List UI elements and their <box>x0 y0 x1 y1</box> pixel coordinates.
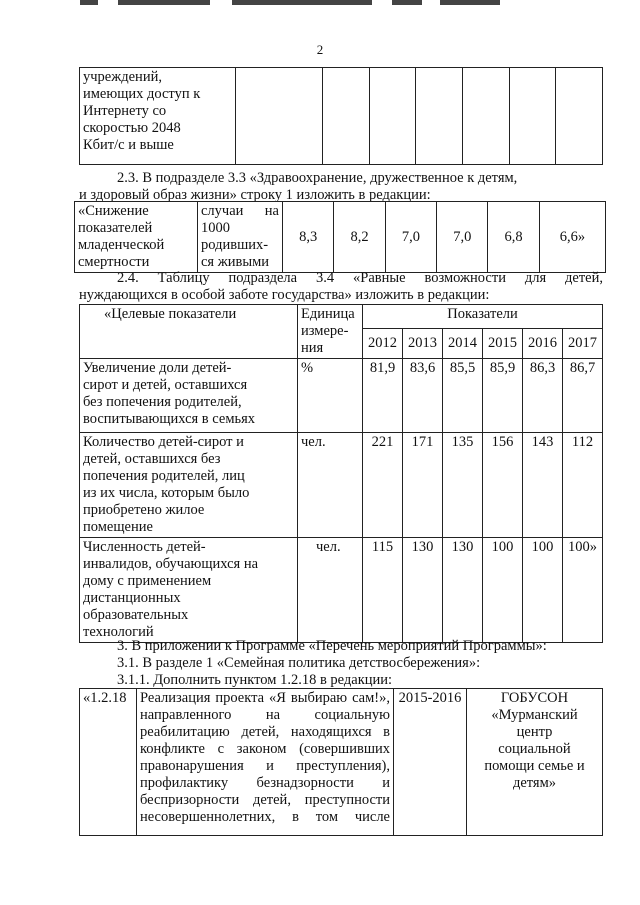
row-label: Увеличение доли детей- сирот и детей, оставшихся без попечения родителей, воспитывающихся в семьях <box>80 359 298 433</box>
measure-period: 2015-2016 <box>394 689 467 836</box>
year-header: 2015 <box>483 328 523 358</box>
value-cell: 100 <box>523 538 563 643</box>
value-cell: 83,6 <box>403 359 443 433</box>
table-row <box>80 359 603 433</box>
value-cell: 115 <box>363 538 403 643</box>
value-cell: 130 <box>403 538 443 643</box>
value-cell: 112 <box>563 433 603 538</box>
section-3-intro <box>79 638 603 689</box>
paragraph-3-1-1: 3.1.1. Дополнить пунктом 1.2.18 в редакции: <box>117 672 393 688</box>
page-number: 2 <box>316 42 324 57</box>
table-program-measures <box>79 688 603 836</box>
value-cell: 135 <box>443 433 483 538</box>
header-target: «Целевые показатели <box>80 305 298 359</box>
value-cell: 85,5 <box>443 359 483 433</box>
value-cell: 130 <box>443 538 483 643</box>
table-infant-mortality <box>74 201 606 273</box>
indicator-cell: учреждений, имеющих доступ к Интернету со скоростью 2048 Кбит/с и выше <box>80 68 236 165</box>
measure-description: Реализация проекта «Я выбираю сам!», направленного на социальную реабилитацию детей, находящихся в конфликте с законом (совершивших правонарушения и преступления), профилактику безнадзорности и беспризорности детей, преступности несовершеннолетних, в том числе <box>137 689 394 836</box>
year-header: 2012 <box>363 328 403 358</box>
unit-cell: случаи на 1000 родивших- ся живыми <box>198 202 283 273</box>
paragraph-3: 3. В приложении к Программе «Перечень мероприятий Программы»: <box>117 638 547 654</box>
paragraph-2-3: 2.3. В подразделе 3.3 «Здравоохранение, дружественное к детям, и здоровый образ жизни» строку 1 изложить в редакции: <box>79 170 518 203</box>
scan-top-marks <box>0 0 640 8</box>
year-header: 2017 <box>563 328 603 358</box>
value-cell: 100 <box>483 538 523 643</box>
row-unit: чел. <box>298 433 363 538</box>
value-cell: 8,3 <box>283 202 334 273</box>
measure-number: «1.2.18 <box>80 689 137 836</box>
year-header: 2013 <box>403 328 443 358</box>
year-header: 2016 <box>523 328 563 358</box>
table-row <box>80 433 603 538</box>
value-cell: 156 <box>483 433 523 538</box>
row-label: Количество детей-сирот и детей, оставшихся без попечения родителей, лиц из их числа, которым было приобретено жилое помещение <box>80 433 298 538</box>
year-header: 2014 <box>443 328 483 358</box>
paragraph-3-1: 3.1. В разделе 1 «Семейная политика детствосбережения»: <box>117 655 481 671</box>
value-cell: 100» <box>563 538 603 643</box>
value-cell: 171 <box>403 433 443 538</box>
value-cell: 85,9 <box>483 359 523 433</box>
value-cell: 221 <box>363 433 403 538</box>
value-cell: 8,2 <box>334 202 385 273</box>
header-indicators: Показатели <box>363 305 603 329</box>
header-unit: Единица измере- ния <box>298 305 363 359</box>
value-cell: 81,9 <box>363 359 403 433</box>
value-cell: 86,3 <box>523 359 563 433</box>
measure-executor: ГОБУСОН «Мурманский центр социальной помощи семье и детям» <box>467 689 603 836</box>
value-cell: 7,0 <box>437 202 488 273</box>
value-cell: 143 <box>523 433 563 538</box>
table-internet-continuation <box>79 67 603 165</box>
value-cell: 6,8 <box>488 202 539 273</box>
indicator-label: «Снижение показателей младенческой смертности <box>75 202 198 273</box>
value-cell: 7,0 <box>385 202 436 273</box>
value-cell: 86,7 <box>563 359 603 433</box>
row-unit: чел. <box>298 538 363 643</box>
table-equal-opportunities <box>79 304 603 643</box>
value-cell: 6,6» <box>539 202 605 273</box>
paragraph-2-4: 2.4. Таблицу подраздела 3.4 «Равные возможности для детей, нуждающихся в особой заботе государства» изложить в редакции: <box>79 270 603 303</box>
row-unit: % <box>298 359 363 433</box>
row-label: Численность детей- инвалидов, обучающихся на дому с применением дистанционных образовательных технологий <box>80 538 298 643</box>
table-row <box>80 538 603 643</box>
